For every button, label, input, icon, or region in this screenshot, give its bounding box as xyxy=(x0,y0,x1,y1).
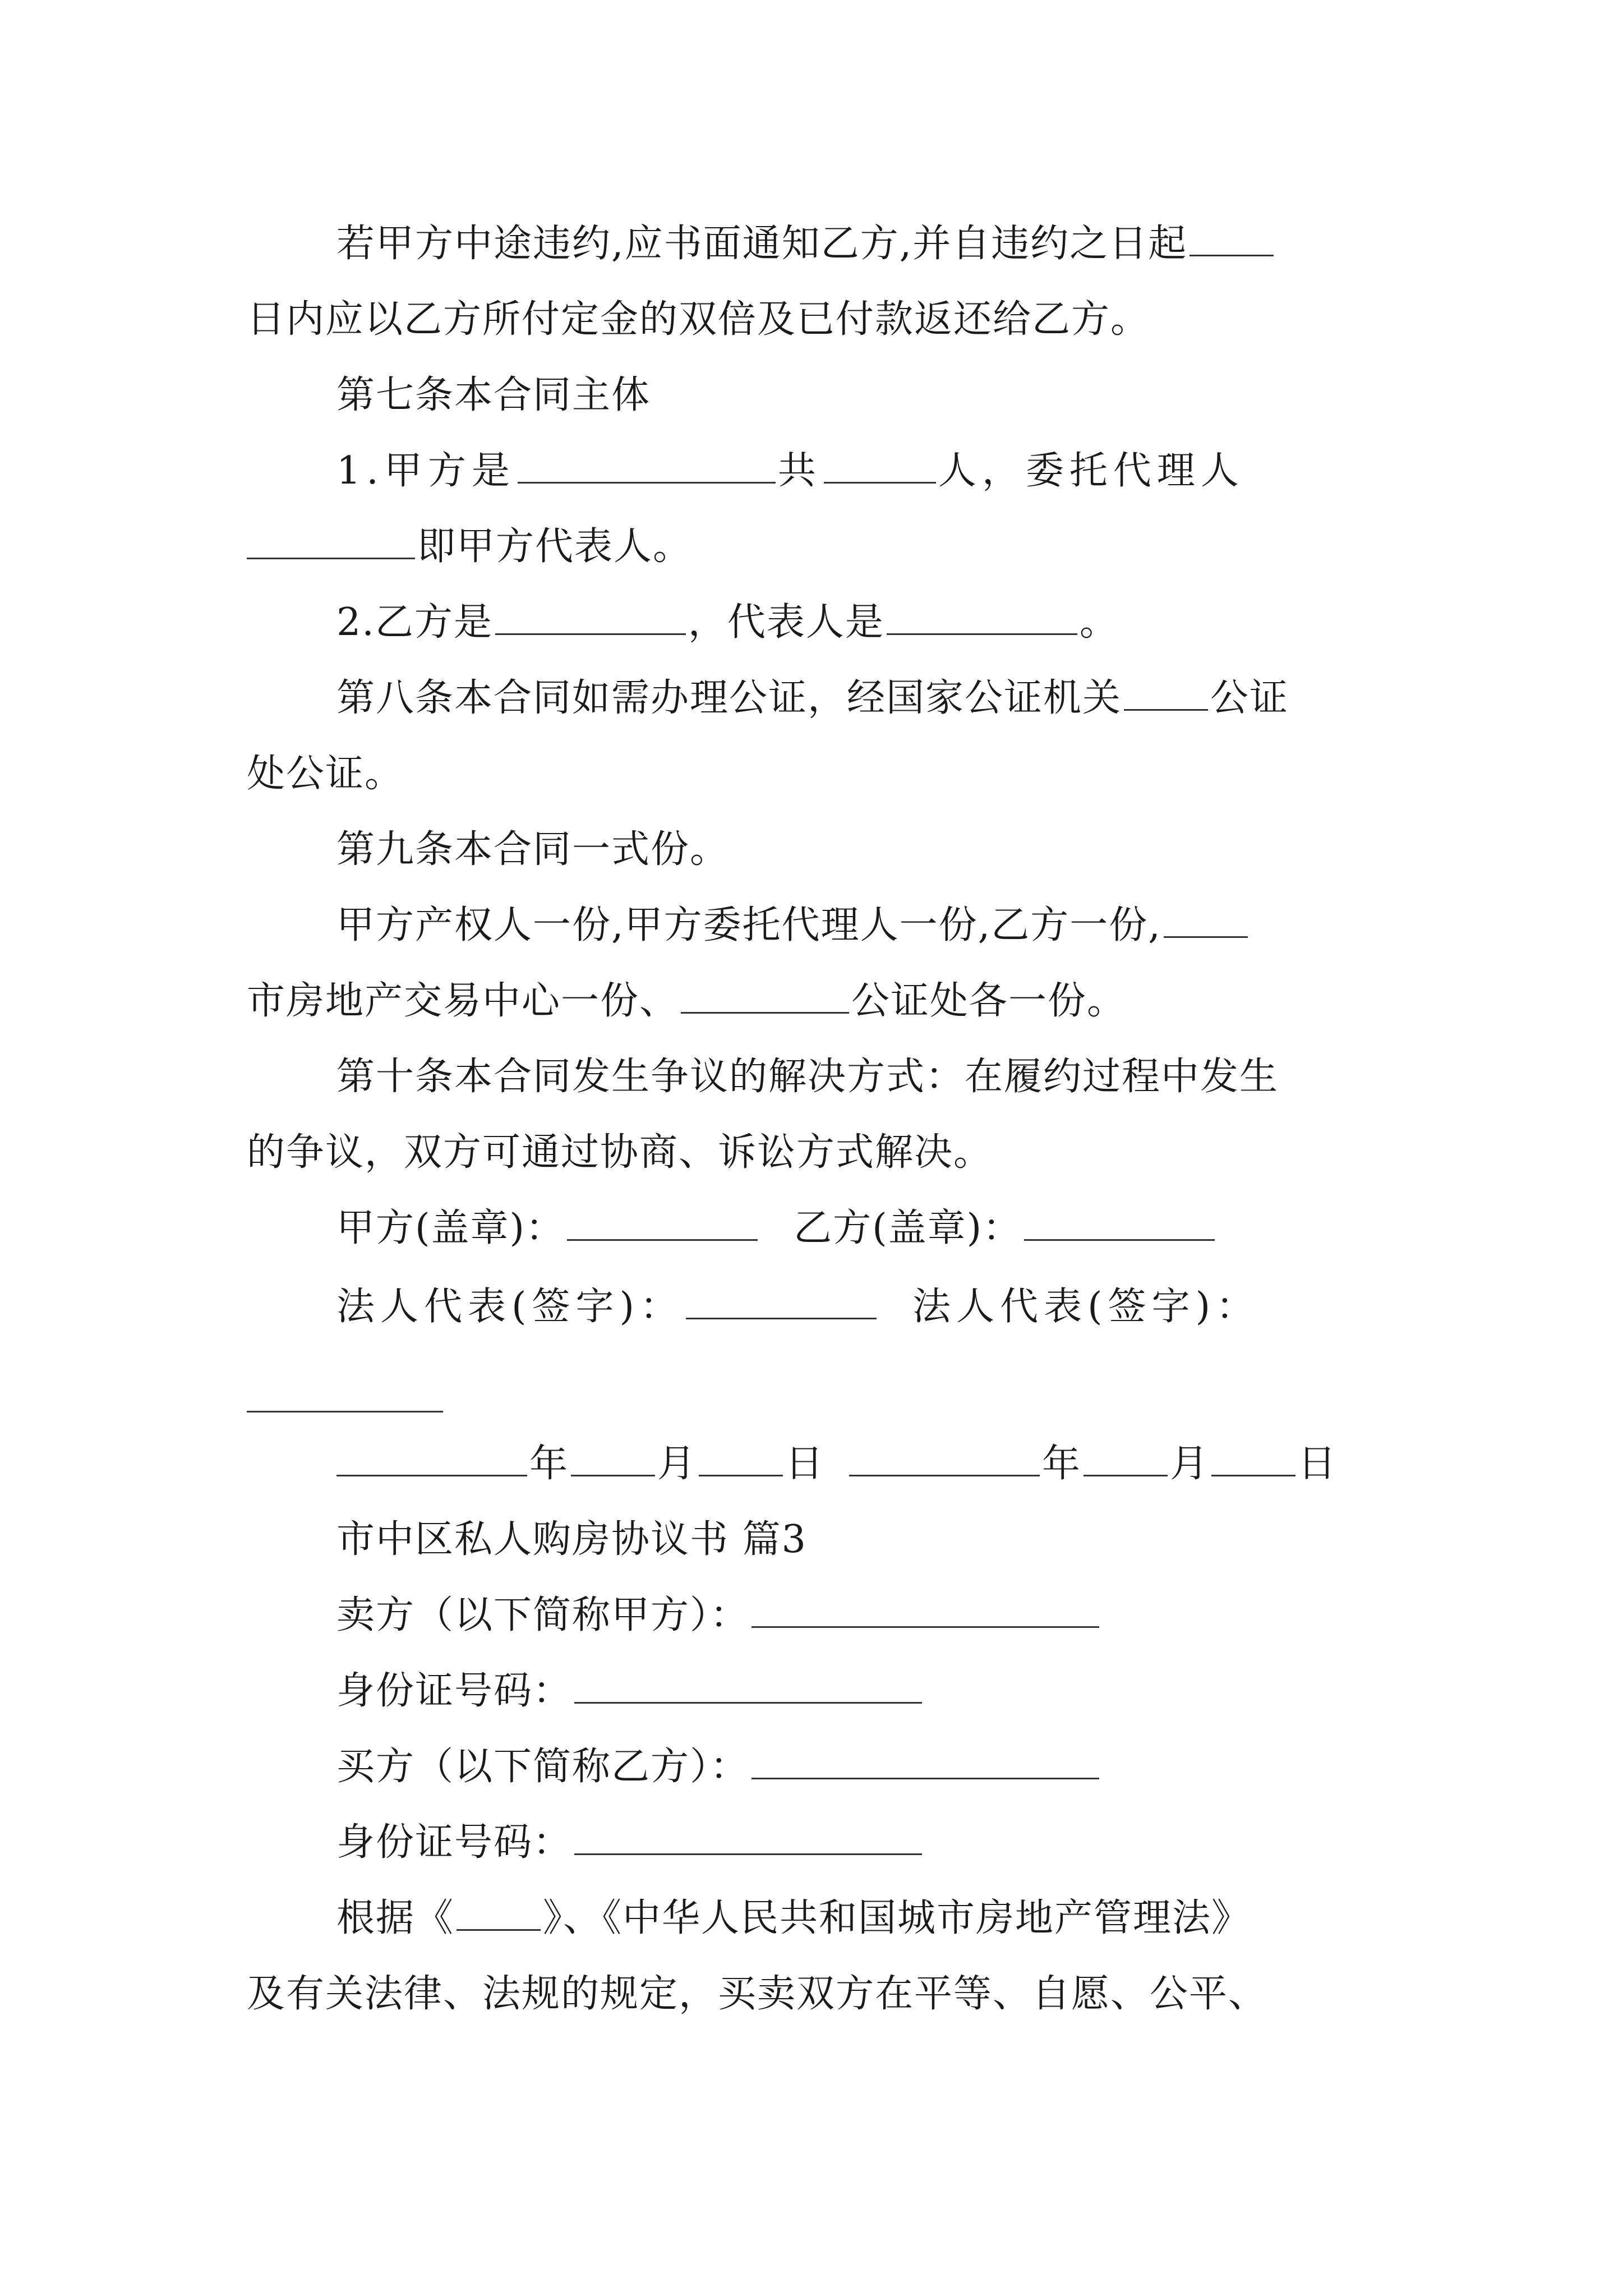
breach-text: 若甲方中途违约,应书面通知乙方,并自违约之日起 xyxy=(336,222,1188,266)
paragraph-breach-continuation xyxy=(247,289,1391,351)
party-b-seal-label: 乙方(盖章)： xyxy=(794,1206,1022,1250)
party-a-representative-line xyxy=(247,516,1391,578)
party-b-month-blank xyxy=(1083,1439,1168,1476)
notary-suffix: 公证 xyxy=(1210,676,1289,720)
seller-id-line xyxy=(336,1660,1481,1722)
party-a-line xyxy=(336,440,1481,502)
copies-text: 甲方产权人一份,甲方委托代理人一份,乙方一份, xyxy=(336,903,1161,947)
article-10-line xyxy=(336,1046,1481,1108)
copies-continuation xyxy=(247,970,1391,1032)
buyer-label: 买方（以下简称乙方）： xyxy=(336,1745,750,1789)
party-a-count-label: 共 xyxy=(777,449,822,493)
party-b-signature-blank xyxy=(247,1411,443,1412)
buyer-id-blank xyxy=(574,1818,922,1855)
article-9-text: 第九条本合同一式份。 xyxy=(336,827,730,872)
notary-office-blank xyxy=(681,976,849,1014)
legal-basis-open: 根据《 xyxy=(336,1896,455,1940)
seller-id-blank xyxy=(574,1666,922,1704)
agent-label: 人，委托代理人 xyxy=(938,449,1244,493)
seller-id-label: 身份证号码： xyxy=(336,1669,573,1713)
legal-basis-continuation xyxy=(247,1963,1391,2025)
party-a-name-blank xyxy=(518,446,776,484)
party-a-day-blank xyxy=(699,1439,783,1476)
agent-name-blank xyxy=(247,522,415,559)
party-b-period: 。 xyxy=(1079,600,1119,645)
article-7-title: 第七条本合同主体 xyxy=(336,373,651,417)
party-b-day-label: 日 xyxy=(1298,1442,1338,1486)
article-8-continuation xyxy=(247,743,1391,805)
signature-line xyxy=(336,1276,1481,1338)
article-7-heading xyxy=(336,365,1481,426)
seller-label: 卖方（以下简称甲方）： xyxy=(336,1593,750,1637)
buyer-id-label: 身份证号码： xyxy=(336,1820,573,1865)
party-a-signature-label: 法人代表(签字)： xyxy=(336,1285,684,1329)
party-b-signature-label: 法人代表(签字)： xyxy=(912,1285,1260,1329)
party-a-month-label: 月 xyxy=(657,1442,697,1486)
party-a-signature-blank xyxy=(686,1282,877,1319)
seal-line xyxy=(336,1198,1481,1259)
exchange-center-text: 市房地产交易中心一份、 xyxy=(247,979,679,1023)
article-10-text: 第十条本合同发生争议的解决方式：在履约过程中发生 xyxy=(336,1055,1279,1099)
seller-name-blank xyxy=(751,1590,1099,1628)
article-9-line xyxy=(336,819,1481,881)
buyer-line xyxy=(336,1736,1481,1798)
section-3-title: 市中区私人购房协议书 篇3 xyxy=(336,1517,807,1562)
article-8-line xyxy=(336,668,1481,729)
copies-line xyxy=(336,895,1481,956)
party-b-line xyxy=(336,592,1481,654)
party-a-month-blank xyxy=(571,1439,655,1476)
date-line xyxy=(336,1433,1481,1495)
seller-line xyxy=(336,1585,1481,1646)
dispute-resolution-text: 的争议，双方可通过协商、诉讼方式解决。 xyxy=(247,1130,993,1175)
law-name-blank xyxy=(457,1893,541,1931)
party-b-month-label: 月 xyxy=(1170,1442,1210,1486)
article-8-text: 第八条本合同如需办理公证，经国家公证机关 xyxy=(336,676,1122,720)
notary-office-text: 处公证。 xyxy=(247,752,404,796)
buyer-name-blank xyxy=(751,1742,1099,1779)
notary-copies-text: 公证处各一份。 xyxy=(851,979,1127,1023)
party-b-year-blank xyxy=(849,1439,1040,1476)
party-b-year-label: 年 xyxy=(1042,1442,1082,1486)
party-a-count-blank xyxy=(824,446,936,484)
party-b-day-blank xyxy=(1211,1439,1295,1476)
party-b-label: 2.乙方是 xyxy=(336,600,493,645)
principles-text: 及有关法律、法规的规定，买卖双方在平等、自愿、公平、 xyxy=(247,1972,1268,2016)
paragraph-breach-clause xyxy=(336,213,1481,275)
party-b-name-blank xyxy=(495,597,686,635)
legal-basis-law: 》、《中华人民共和国城市房地产管理法》 xyxy=(543,1896,1251,1940)
party-a-year-blank xyxy=(336,1439,527,1476)
days-blank xyxy=(1189,219,1274,256)
party-a-day-label: 日 xyxy=(785,1442,825,1486)
party-a-seal-blank xyxy=(567,1203,758,1241)
article-10-continuation xyxy=(247,1122,1391,1184)
party-a-label: 1.甲方是 xyxy=(336,449,515,493)
notary-blank xyxy=(1124,673,1208,711)
buyer-id-line xyxy=(336,1812,1481,1874)
party-b-rep-blank xyxy=(887,597,1077,635)
party-b-rep-label: ，代表人是 xyxy=(688,600,884,645)
section-3-heading xyxy=(336,1509,1481,1571)
city-blank xyxy=(1164,900,1248,938)
party-a-year-label: 年 xyxy=(529,1442,569,1486)
party-a-seal-label: 甲方(盖章)： xyxy=(336,1206,565,1250)
party-b-seal-blank xyxy=(1024,1203,1215,1241)
representative-text: 即甲方代表人。 xyxy=(417,524,693,569)
refund-text: 日内应以乙方所付定金的双倍及已付款返还给乙方。 xyxy=(247,297,1150,342)
legal-basis-line xyxy=(336,1888,1481,1949)
